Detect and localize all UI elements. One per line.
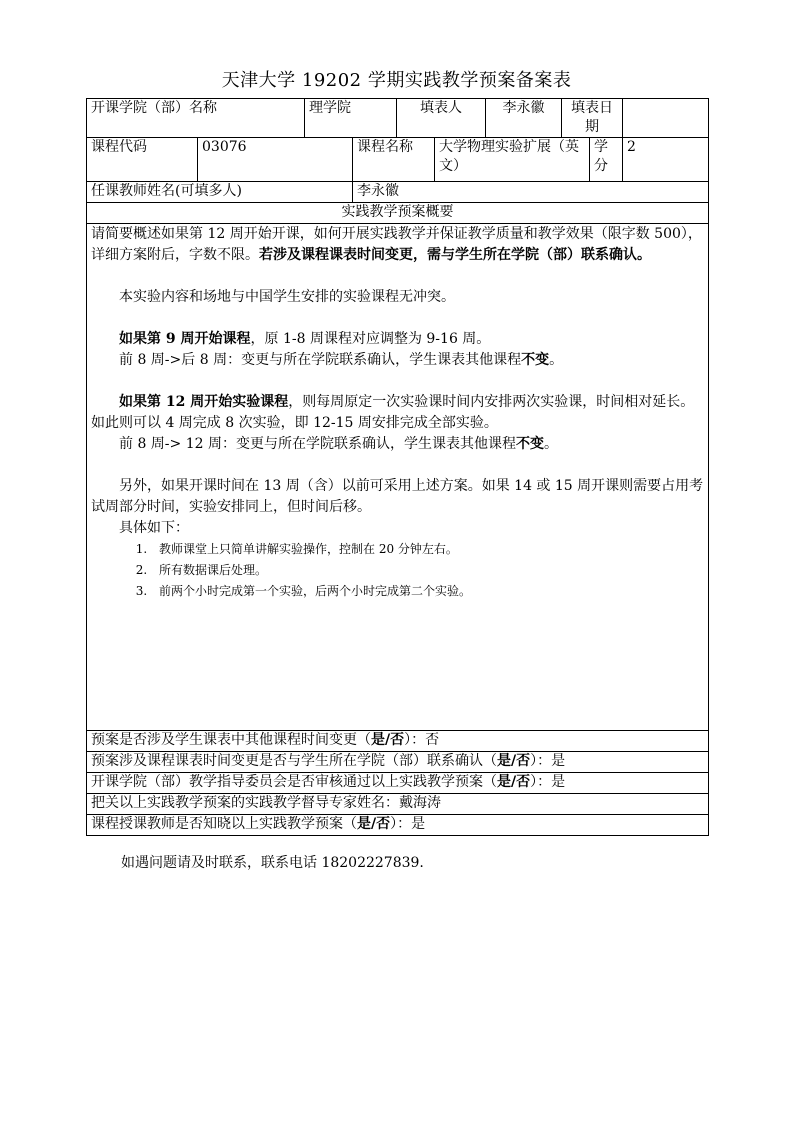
date-value[interactable]: [623, 99, 709, 138]
list-item: 1. 教师课堂上只简单讲解实验操作，控制在 20 分钟左右。: [151, 539, 704, 560]
course-name-label: 课程名称: [353, 138, 435, 182]
summary-paragraph-7: 具体如下：: [119, 520, 189, 536]
steps-list: [91, 539, 704, 602]
credit-value[interactable]: 2: [623, 138, 709, 182]
teacher-value[interactable]: 李永徽: [353, 182, 709, 203]
course-code-label: 课程代码: [87, 138, 198, 182]
question-committee-approved: 开课学院（部）教学指导委员会是否审核通过以上实践教学预案（是/否）：是: [87, 773, 709, 794]
filler-label: 填表人: [397, 99, 486, 138]
summary-paragraph-1: 本实验内容和场地与中国学生安排的实验课程无冲突。: [119, 289, 455, 305]
list-item: 2. 所有数据课后处理。: [151, 560, 704, 581]
teacher-label: 任课教师姓名(可填多人): [87, 182, 353, 203]
row-question-1: [87, 731, 709, 752]
filing-form-table: [86, 98, 709, 836]
question-teacher-informed: 课程授课教师是否知晓以上实践教学预案（是/否）：是: [87, 815, 709, 836]
contact-note: 如遇问题请及时联系，联系电话 18202227839.: [121, 855, 424, 871]
summary-content[interactable]: [87, 224, 709, 731]
list-item: 3. 前两个小时完成第一个实验，后两个小时完成第二个实验。: [151, 581, 704, 602]
question-supervisor-name: 把关以上实践教学预案的实践教学督导专家姓名：戴海涛: [87, 794, 709, 815]
row-summary-header: [87, 203, 709, 224]
summary-paragraph-6: 另外，如果开课时间在 13 周（含）以前可采用上述方案。如果 14 或 15 周开课则需要占用考试周部分时间，实验安排同上，但时间后移。: [91, 478, 704, 515]
document-title: 天津大学 19202 学期实践教学预案备案表: [221, 70, 572, 91]
row-question-2: [87, 752, 709, 773]
row-course: [87, 138, 709, 182]
question-schedule-change: 预案是否涉及学生课表中其他课程时间变更（是/否）：否: [87, 731, 709, 752]
question-college-confirmed: 预案涉及课程课表时间变更是否与学生所在学院（部）联系确认（是/否）：是: [87, 752, 709, 773]
credit-label: 学分: [590, 138, 623, 182]
date-label: 填表日期: [562, 99, 623, 138]
row-question-3: [87, 773, 709, 794]
summary-prompt: 请简要概述如果第 12 周开始开课，如何开展实践教学并保证教学质量和教学效果（限字数 500），详细方案附后，字数不限。若涉及课程课表时间变更，需与学生所在学院（部）联系确认。: [91, 226, 702, 263]
row-question-4: [87, 794, 709, 815]
summary-paragraph-3: 前 8 周->后 8 周：变更与所在学院联系确认，学生课表其他课程不变。: [119, 352, 564, 368]
college-value[interactable]: 理学院: [305, 99, 397, 138]
filler-value[interactable]: 李永徽: [486, 99, 562, 138]
summary-paragraph-5: 前 8 周-> 12 周：变更与所在学院联系确认，学生课表其他课程不变。: [119, 436, 558, 452]
row-teacher: [87, 182, 709, 203]
summary-header: 实践教学预案概要: [87, 203, 709, 224]
row-question-5: [87, 815, 709, 836]
row-summary: [87, 224, 709, 731]
summary-paragraph-2: 如果第 9 周开始课程，原 1-8 周课程对应调整为 9-16 周。: [119, 331, 491, 347]
summary-paragraph-4: 如果第 12 周开始实验课程，则每周原定一次实验课时间内安排两次实验课，时间相对延长。如此则可以 4 周完成 8 次实验，即 12-15 周安排完成全部实验。: [91, 394, 695, 431]
course-name-value[interactable]: 大学物理实验扩展（英文）: [435, 138, 590, 182]
course-code-value[interactable]: 03076: [198, 138, 353, 182]
college-label: 开课学院（部）名称: [87, 99, 305, 138]
row-college: [87, 99, 709, 138]
